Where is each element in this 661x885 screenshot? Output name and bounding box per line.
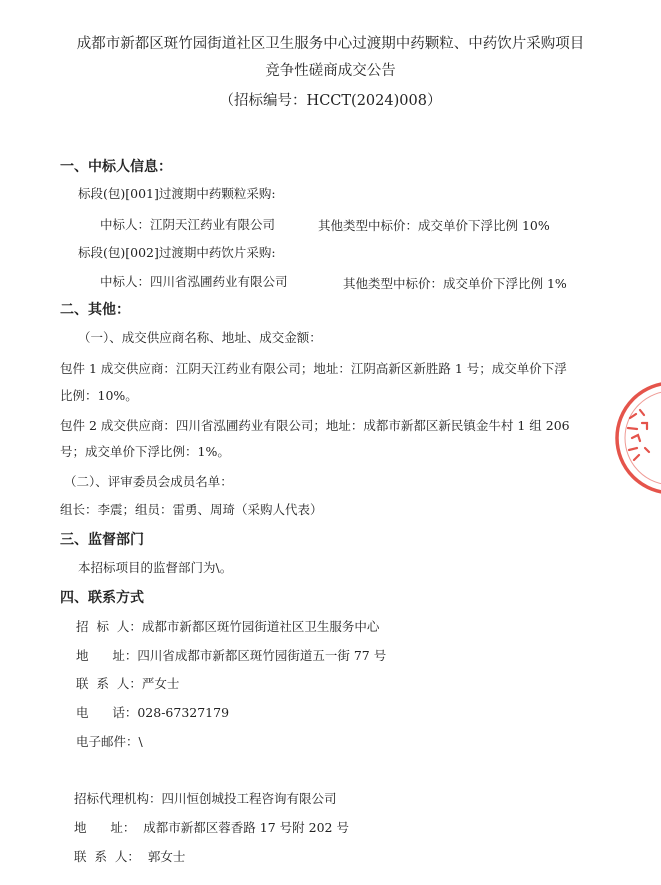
tenderer-line: 招 标 人：成都市新都区斑竹园街道社区卫生服务中心 [76,619,380,634]
seal-stamp [612,378,661,498]
lot1-label: 标段(包)[001]过渡期中药颗粒采购: [78,186,276,201]
section2-heading: 二、其他： [60,302,130,318]
agency-address-line: 地 址： 成都市新都区蓉香路 17 号附 202 号 [74,820,349,835]
lot1-winner: 中标人：江阴天江药业有限公司 [100,217,276,232]
lot2-label: 标段(包)[002]过渡期中药饮片采购: [78,245,276,260]
committee-subheading: （二）、评审委员会成员名单： [64,474,233,489]
phone-line: 电 话：028-67327179 [76,705,230,720]
package1-line2: 比例：10%。 [60,388,138,403]
announcement-title-line1: 成都市新都区斑竹园街道社区卫生服务中心过渡期中药颗粒、中药饮片采购项目 [76,36,585,52]
agency-contact-line: 联 系 人： 郭女士 [74,849,186,864]
package2-line2: 号；成交单价下浮比例：1%。 [60,444,230,459]
section3-heading: 三、监督部门 [60,532,144,548]
package1-line1: 包件 1 成交供应商：江阴天江药业有限公司；地址：江阴高新区新胜路 1 号；成交单价下浮 [60,361,567,376]
contact-line: 联 系 人：严女士 [76,676,180,691]
package2-line1: 包件 2 成交供应商：四川省泓圃药业有限公司；地址：成都市新都区新民镇金牛村 1 组 206 [60,418,570,433]
section4-heading: 四、联系方式 [60,590,144,606]
tender-code: （招标编号：HCCT(2024)008） [219,93,442,109]
suppliers-subheading: （一）、成交供应商名称、地址、成交金额： [78,330,322,345]
lot1-price: 其他类型中标价：成交单价下浮比例 10% [318,218,550,233]
agency-line: 招标代理机构：四川恒创城投工程咨询有限公司 [74,791,337,806]
announcement-title-line2: 竞争性磋商成交公告 [265,63,396,79]
lot2-winner: 中标人：四川省泓圃药业有限公司 [100,274,288,289]
email-line: 电子邮件：\ [76,734,143,749]
committee-members: 组长：李震；组员：雷勇、周琦（采购人代表） [60,502,323,517]
supervision-text: 本招标项目的监督部门为\。 [78,560,233,575]
section1-heading: 一、中标人信息： [60,159,172,175]
address-line: 地 址：四川省成都市新都区斑竹园街道五一街 77 号 [76,648,387,663]
lot2-price: 其他类型中标价：成交单价下浮比例 1% [343,276,567,291]
